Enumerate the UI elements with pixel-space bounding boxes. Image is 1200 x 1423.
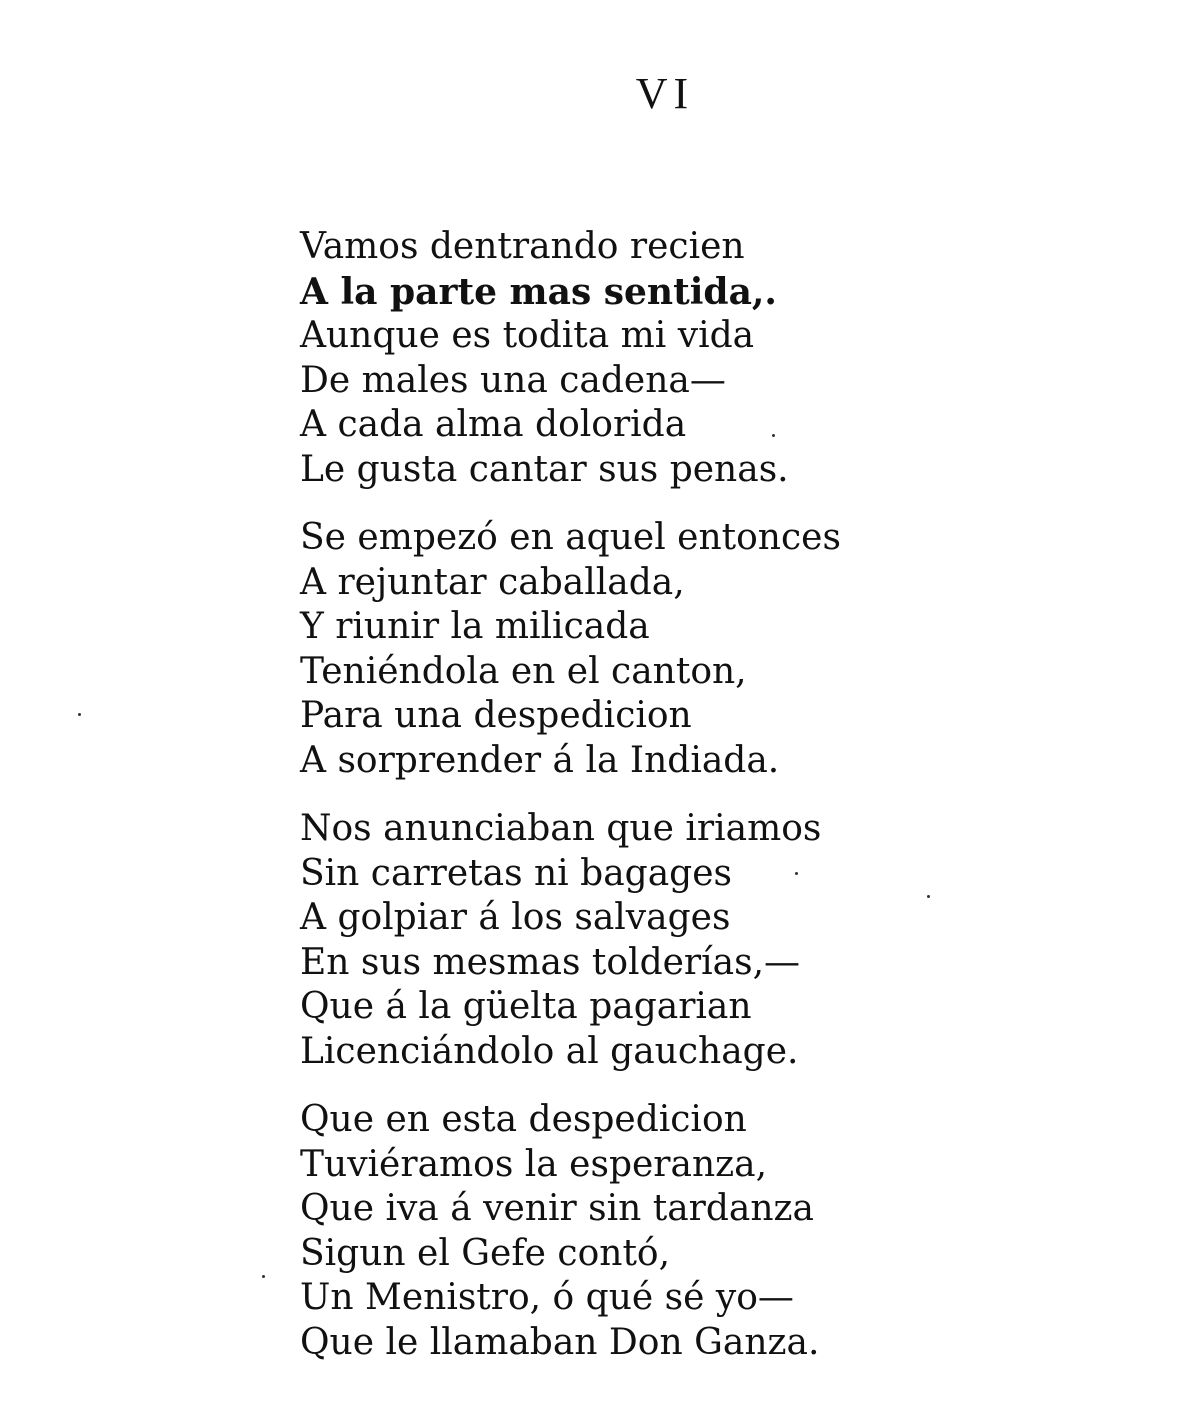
verse-line: Vamos dentrando recien xyxy=(300,226,745,267)
stanza-3 xyxy=(300,807,1180,1074)
stanza-2 xyxy=(300,516,1180,783)
poem xyxy=(300,225,1180,1389)
print-speck xyxy=(795,872,798,875)
verse-line: Teniéndola en el canton, xyxy=(300,650,747,692)
verse-line: Se empezó en aquel entonces xyxy=(300,517,841,558)
print-speck xyxy=(262,1275,265,1278)
verse-line: En sus mesmas tolderías,— xyxy=(300,941,801,983)
verse-line: A golpiar á los salvages xyxy=(300,897,731,938)
verse-line: Para una despedicion xyxy=(300,695,692,736)
verse-line: Que le llamaban Don Ganza. xyxy=(300,1321,820,1363)
stanza-4 xyxy=(300,1098,1180,1365)
print-speck xyxy=(772,434,775,437)
verse-line: A cada alma dolorida xyxy=(300,404,687,445)
print-speck xyxy=(927,895,930,898)
verse-line: De males una cadena— xyxy=(300,359,726,401)
print-speck xyxy=(78,713,81,716)
verse-line: A la parte mas sentida,. xyxy=(300,270,777,313)
verse-line: Que en esta despedicion xyxy=(300,1099,747,1140)
verse-line: Licenciándolo al gauchage. xyxy=(300,1030,799,1072)
verse-line: Aunque es todita mi vida xyxy=(300,315,755,356)
verse-line: Un Menistro, ó qué sé yo— xyxy=(300,1277,794,1318)
verse-line: Le gusta cantar sus penas. xyxy=(300,448,789,490)
verse-line: Que á la güelta pagarian xyxy=(300,986,752,1027)
section-heading: VI xyxy=(635,69,695,118)
verse-line: Sin carretas ni bagages xyxy=(300,852,732,894)
verse-line: Que iva á venir sin tardanza xyxy=(300,1188,814,1229)
verse-line: A rejuntar caballada, xyxy=(300,561,685,603)
stanza-1 xyxy=(300,225,1180,492)
verse-line: Sigun el Gefe contó, xyxy=(300,1232,671,1274)
verse-line: Nos anunciaban que iriamos xyxy=(300,808,822,849)
verse-line: Y riunir la milicada xyxy=(300,606,650,647)
verse-line: A sorprender á la Indiada. xyxy=(300,739,780,781)
verse-line: Tuviéramos la esperanza, xyxy=(300,1143,768,1185)
